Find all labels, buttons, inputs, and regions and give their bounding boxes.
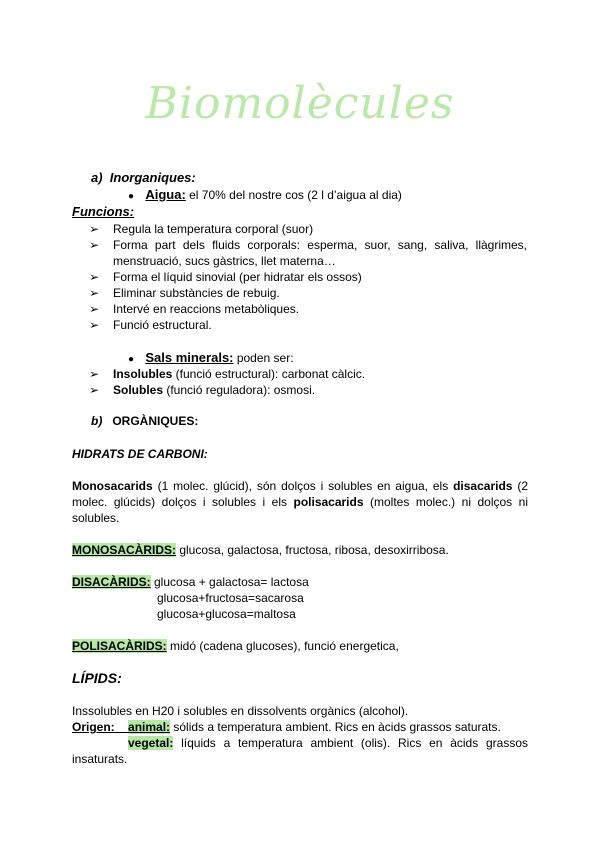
intro-di: disacarids [453,479,513,493]
arrow-icon: ➢ [89,302,100,316]
lipids-intro: Inssolubles en H20 i solubles en dissolvents orgànics (alcohol). [72,704,409,718]
bullet-icon: ● [128,354,135,365]
funcions-item-text: Intervé en reaccions metabòliques. [113,302,300,316]
section-b-title: ORGÀNIQUES: [112,414,199,428]
funcions-item [89,269,362,285]
arrow-icon: ➢ [89,383,100,397]
intro-text: (2 molec. glúcids) dolços i solubles i els [72,479,528,509]
disacarids-line [72,574,309,590]
arrow-icon: ➢ [89,222,100,236]
vegetal-label: vegetal: [128,736,174,750]
polisacarids-line [72,638,399,654]
lipids-heading: LÍPIDS: [72,670,122,686]
section-b-heading [91,413,198,429]
insolubles-label: Insolubles [113,367,173,381]
solubles-label: Solubles [113,383,164,397]
disacarids-text: glucosa + galactosa= lactosa [150,575,309,589]
intro-mono: Monosacarids [72,479,153,493]
funcions-item-text: Forma el líquid sinovial (per hidratar els ossos) [113,270,362,284]
insolubles-item [89,366,365,382]
monosacarids-text: glucosa, galactosa, fructosa, ribosa, desoxirribosa. [176,543,449,557]
disacarids-label: DISACÀRIDS: [72,575,151,589]
solubles-item [89,382,315,398]
funcions-item-text: Eliminar substàncies de rebuig. [113,286,280,300]
hidrats-heading: HIDRATS DE CARBONI: [72,447,208,461]
intro-text: (moltes molec.) ni dolços ni solubles. [72,495,528,525]
polisacarids-text: midó (cadena glucoses), funció energetica, [166,639,399,653]
funcions-heading: Funcions: [72,204,135,219]
intro-text: (1 molec. glúcid), són dolços i solubles en aigua, els [152,479,454,493]
insolubles-text: (funció estructural): carbonat càlcic. [172,367,366,381]
animal-label: animal: [128,720,171,734]
arrow-icon: ➢ [89,318,100,332]
sals-text: poden ser: [233,351,294,365]
arrow-icon: ➢ [89,367,100,381]
funcions-item-continuation: menstruació, sucs gàstrics, llet materna… [113,254,336,268]
arrow-icon: ➢ [89,286,100,300]
funcions-item [89,317,212,333]
section-a-heading [91,170,196,186]
polisacarids-label: POLISACÀRIDS: [72,639,167,653]
funcions-item [89,237,527,253]
aigua-label: Aigua: [145,187,186,202]
vegetal-line [128,735,528,751]
section-b-label: b) [91,414,103,428]
page-title: Biomolècules [145,78,455,129]
funcions-item [89,301,299,317]
aigua-text: el 70% del nostre cos (2 l d’aigua al dia) [185,188,402,202]
section-a-label: a) [91,170,103,185]
disacarids-line: glucosa+glucosa=maltosa [157,607,296,621]
monosacarids-line [72,542,449,558]
funcions-item-text: Funció estructural. [113,318,212,332]
origen-animal-line [72,719,501,735]
origen-label: Origen: [72,720,115,734]
intro-poli: polisacarids [293,495,364,509]
section-a-title: Inorganiques: [109,170,196,185]
sals-label: Sals minerals: [145,350,234,365]
hidrats-intro [72,478,528,526]
funcions-item [89,221,313,237]
solubles-text: (funció reguladora): osmosi. [163,383,316,397]
funcions-item-text: Forma part dels fluids corporals: esperma, suor, sang, saliva, llàgrimes, [113,238,527,252]
aigua-item [128,187,402,205]
vegetal-text: líquids a temperatura ambient (olis). Rics en àcids grassos [173,736,528,750]
vegetal-line-continuation: insaturats. [72,752,128,766]
disacarids-line: glucosa+fructosa=sacarosa [157,591,304,605]
bullet-icon: ● [128,191,135,202]
funcions-item [89,285,280,301]
animal-text: sólids a temperatura ambient. Rics en àcids grassos saturats. [170,720,501,734]
arrow-icon: ➢ [89,270,100,284]
arrow-icon: ➢ [89,238,100,252]
monosacarids-label: MONOSACÀRIDS: [72,543,176,557]
funcions-item-text: Regula la temperatura corporal (suor) [113,222,314,236]
